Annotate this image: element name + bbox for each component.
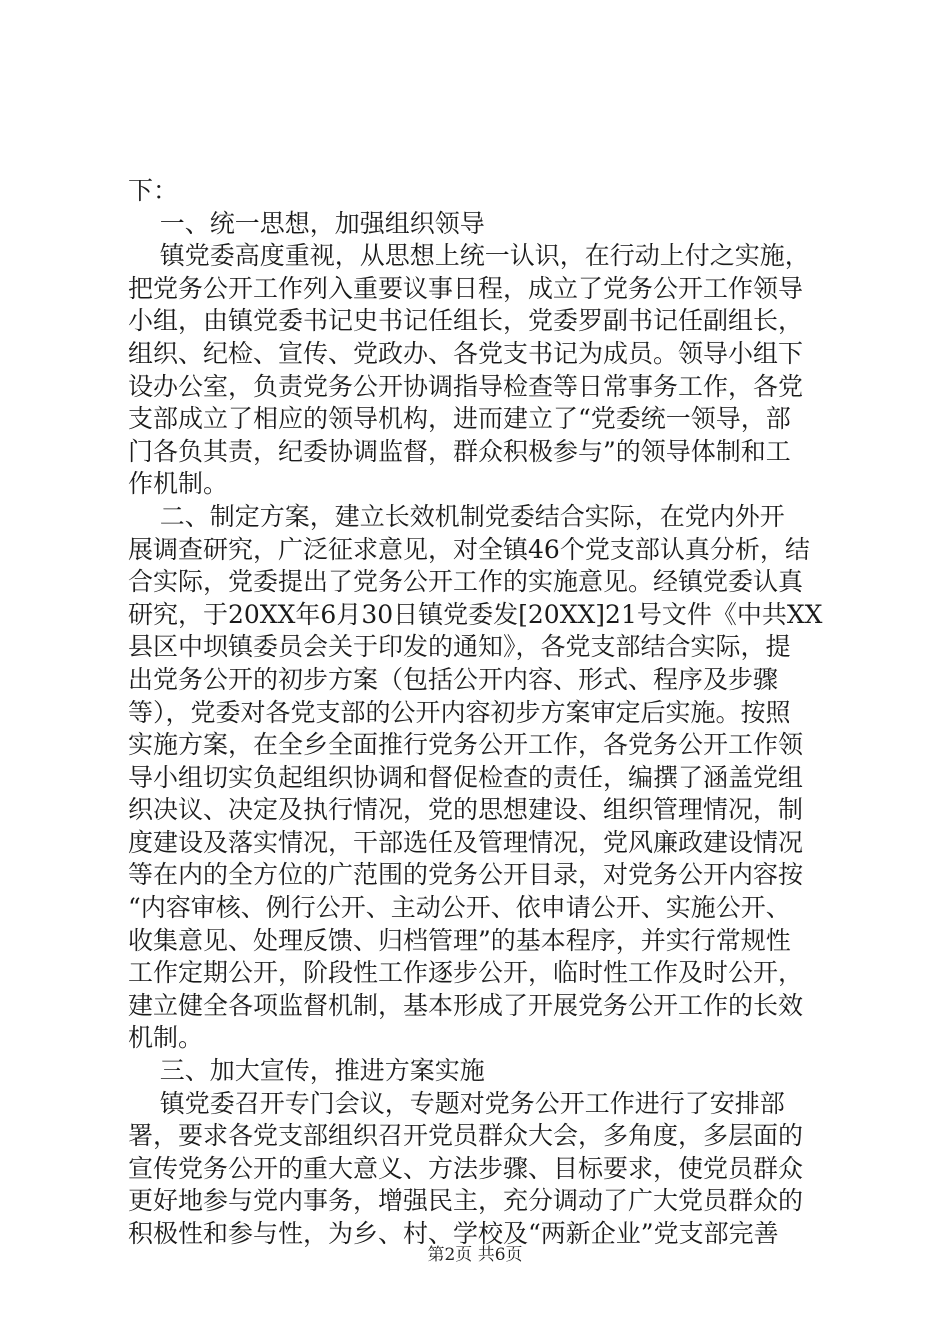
- text-line: 更好地参与党内事务，增强民主，充分调动了广大党员群众的: [128, 1186, 804, 1216]
- page-footer: 第2页 共6页: [427, 1245, 523, 1265]
- text-line: 织决议、决定及执行情况，党的思想建设、组织管理情况，制: [128, 795, 804, 825]
- text-line: 一、统一思想，加强组织领导: [128, 208, 485, 238]
- document-body: [128, 175, 836, 1251]
- text-line: 支部成立了相应的领导机构，进而建立了“党委统一领导，部: [128, 404, 791, 434]
- text-line: 合实际，党委提出了党务公开工作的实施意见。经镇党委认真: [128, 567, 804, 597]
- text-line: 署，要求各党支部组织召开党员群众大会，多角度，多层面的: [128, 1121, 804, 1151]
- text-line: 出党务公开的初步方案（包括公开内容、形式、程序及步骤: [128, 664, 779, 694]
- text-line: 镇党委召开专门会议，专题对党务公开工作进行了安排部: [128, 1088, 785, 1118]
- text-line: 组织、纪检、宣传、党政办、各党支书记为成员。领导小组下: [128, 338, 804, 368]
- text-line: 实施方案，在全乡全面推行党务公开工作，各党务公开工作领: [128, 730, 804, 760]
- text-line: “内容审核、例行公开、主动公开、依申请公开、实施公开、: [128, 893, 791, 923]
- text-line: 工作定期公开，阶段性工作逐步公开，临时性工作及时公开，: [128, 958, 804, 988]
- text-line: 镇党委高度重视，从思想上统一认识，在行动上付之实施，: [128, 241, 810, 271]
- text-line: 设办公室，负责党务公开协调指导检查等日常事务工作，各党: [128, 371, 804, 401]
- text-line: 研究，于20XX年6月30日镇党委发[20XX]21号文件《中共XX: [128, 599, 823, 629]
- text-line: 宣传党务公开的重大意义、方法步骤、目标要求，使党员群众: [128, 1153, 804, 1183]
- text-line: 度建设及落实情况，干部选任及管理情况，党风廉政建设情况: [128, 827, 804, 857]
- text-line: 县区中坝镇委员会关于印发的通知》，各党支部结合实际，提: [128, 632, 791, 662]
- text-line: 三、加大宣传，推进方案实施: [128, 1056, 485, 1086]
- text-line: 导小组切实负起组织协调和督促检查的责任，编撰了涵盖党组: [128, 762, 804, 792]
- text-line: 建立健全各项监督机制，基本形成了开展党务公开工作的长效: [128, 990, 804, 1020]
- text-line: 积极性和参与性，为乡、村、学校及“两新企业”党支部完善: [128, 1219, 779, 1248]
- text-line: 展调查研究，广泛征求意见，对全镇46个党支部认真分析，结: [128, 534, 810, 564]
- text-line: 等），党委对各党支部的公开内容初步方案审定后实施。按照: [128, 697, 791, 727]
- text-line: 收集意见、处理反馈、归档管理”的基本程序，并实行常规性: [128, 925, 791, 955]
- text-line: 作机制。: [128, 469, 229, 499]
- text-line: 下：: [128, 176, 179, 205]
- text-line: 二、制定方案，建立长效机制党委结合实际，在党内外开: [128, 501, 785, 531]
- text-line: 等在内的全方位的广范围的党务公开目录，对党务公开内容按: [128, 860, 804, 890]
- text-line: 把党务公开工作列入重要议事日程，成立了党务公开工作领导: [128, 273, 804, 303]
- text-line: 门各负其责，纪委协调监督，群众积极参与”的领导体制和工: [128, 436, 791, 466]
- text-line: 小组，由镇党委书记史书记任组长，党委罗副书记任副组长，: [128, 306, 804, 336]
- text-line: 机制。: [128, 1023, 204, 1053]
